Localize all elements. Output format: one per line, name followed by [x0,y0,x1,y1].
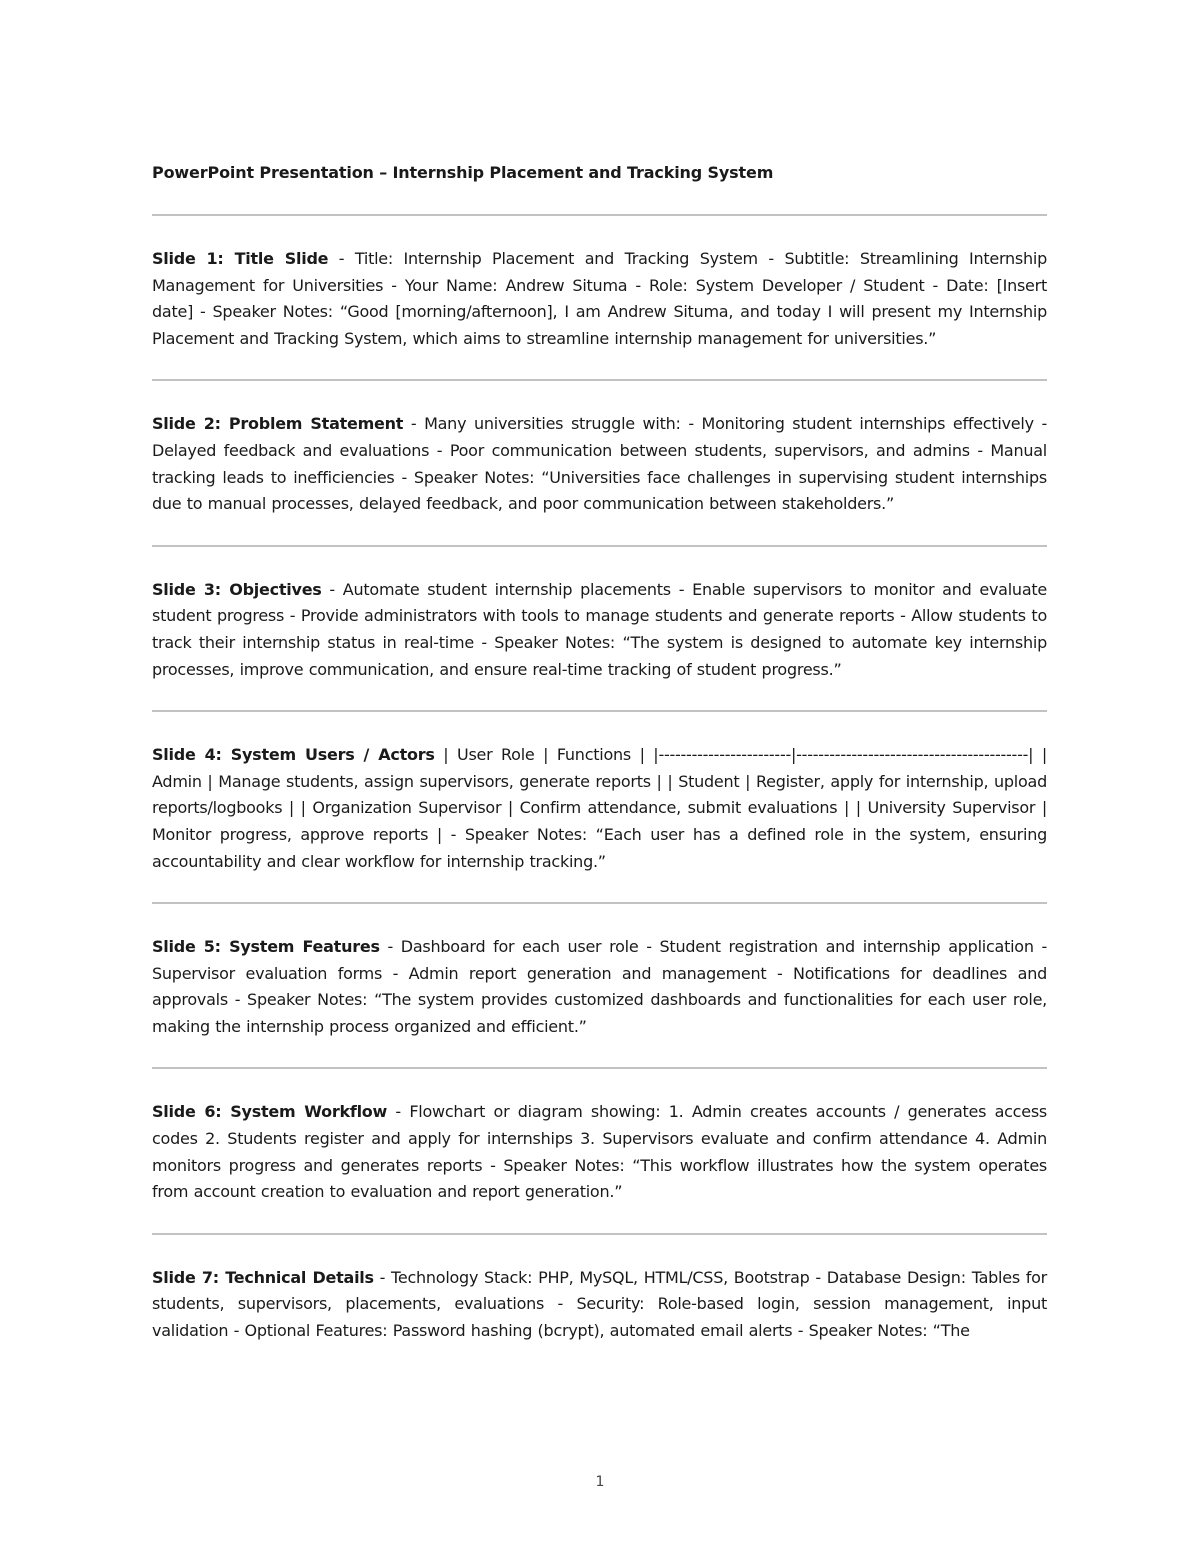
slide-5-section [152,934,1047,1040]
section-divider [152,214,1047,216]
slide-4-section [152,742,1047,875]
slide-5-heading: Slide 5: System Features [152,937,380,957]
section-divider [152,545,1047,547]
page-number: 1 [595,1474,605,1490]
slide-1-section [152,246,1047,352]
slide-4-body: | User Role | Functions | |------------------------|------------------------------------------| | Admin | Manage students, assign supervisors, generate reports | | Student | Register, apply for internship, upload reports/logbooks | | Organization Supervisor | Confirm attendance, submit evaluations | | University Supervisor | Monitor progress, approve reports | - Speaker Notes: “Each user has a defined role in the system, ensuring accountability and clear workflow for internship tracking.” [152,745,1047,871]
section-divider [152,710,1047,712]
slide-6-body: - Flowchart or diagram showing: 1. Admin creates accounts / generates access codes 2. Students register and apply for internships 3. Supervisors evaluate and confirm attendance 4. Admin monitors progress and generates reports - Speaker Notes: “This workflow illustrates how the system operates from account creation to evaluation and report generation.” [152,1102,1047,1202]
section-divider [152,902,1047,904]
section-divider [152,1233,1047,1235]
slide-3-section [152,577,1047,683]
slide-6-section [152,1099,1047,1205]
document-title: PowerPoint Presentation – Internship Placement and Tracking System [152,163,774,182]
section-divider [152,379,1047,381]
slide-6-heading: Slide 6: System Workflow [152,1102,388,1122]
slide-2-heading: Slide 2: Problem Statement [152,414,404,434]
slide-3-heading: Slide 3: Objectives [152,579,322,599]
slide-3-body: - Automate student internship placements - Enable supervisors to monitor and evaluate student progress - Provide administrators with tools to manage students and generate reports - Allow students to track their internship status in real-time - Speaker Notes: “The system is designed to automate key internship processes, improve communication, and ensure real-time tracking of student progress.” [152,579,1047,679]
slide-7-body: - Technology Stack: PHP, MySQL, HTML/CSS, Bootstrap - Database Design: Tables for students, supervisors, placements, evaluations - Security: Role-based login, session management, input validation - Optional Features: Password hashing (bcrypt), automated email alerts - Speaker Notes: “The [152,1267,1048,1341]
slide-7-heading: Slide 7: Technical Details [152,1267,374,1287]
slide-4-heading: Slide 4: System Users / Actors [152,745,435,765]
slide-1-body: - Title: Internship Placement and Tracking System - Subtitle: Streamlining Internship Management for Universities - Your Name: Andrew Situma - Role: System Developer / Student - Date: [Insert date] - Speaker Notes: “Good [morning/afternoon], I am Andrew Situma, and today I will present my Internship Placement and Tracking System, which aims to streamline internship management for universities.” [152,249,1048,348]
slide-2-body: - Many universities struggle with: - Monitoring student internships effectively - Delayed feedback and evaluations - Poor communication between students, supervisors, and admins - Manual tracking leads to inefficiencies - Speaker Notes: “Universities face challenges in supervising student internships due to manual processes, delayed feedback, and poor communication between stakeholders.” [152,414,1048,514]
document-page [152,160,1047,1372]
slide-7-section [152,1265,1047,1345]
slide-2-section [152,411,1047,517]
slide-5-body: - Dashboard for each user role - Student registration and internship application - Supervisor evaluation forms - Admin report generation and management - Notifications for deadlines and approvals - Speaker Notes: “The system provides customized dashboards and functionalities for each user role, making the internship process organized and efficient.” [152,937,1048,1036]
slide-1-heading: Slide 1: Title Slide [152,249,329,268]
section-divider [152,1067,1047,1069]
